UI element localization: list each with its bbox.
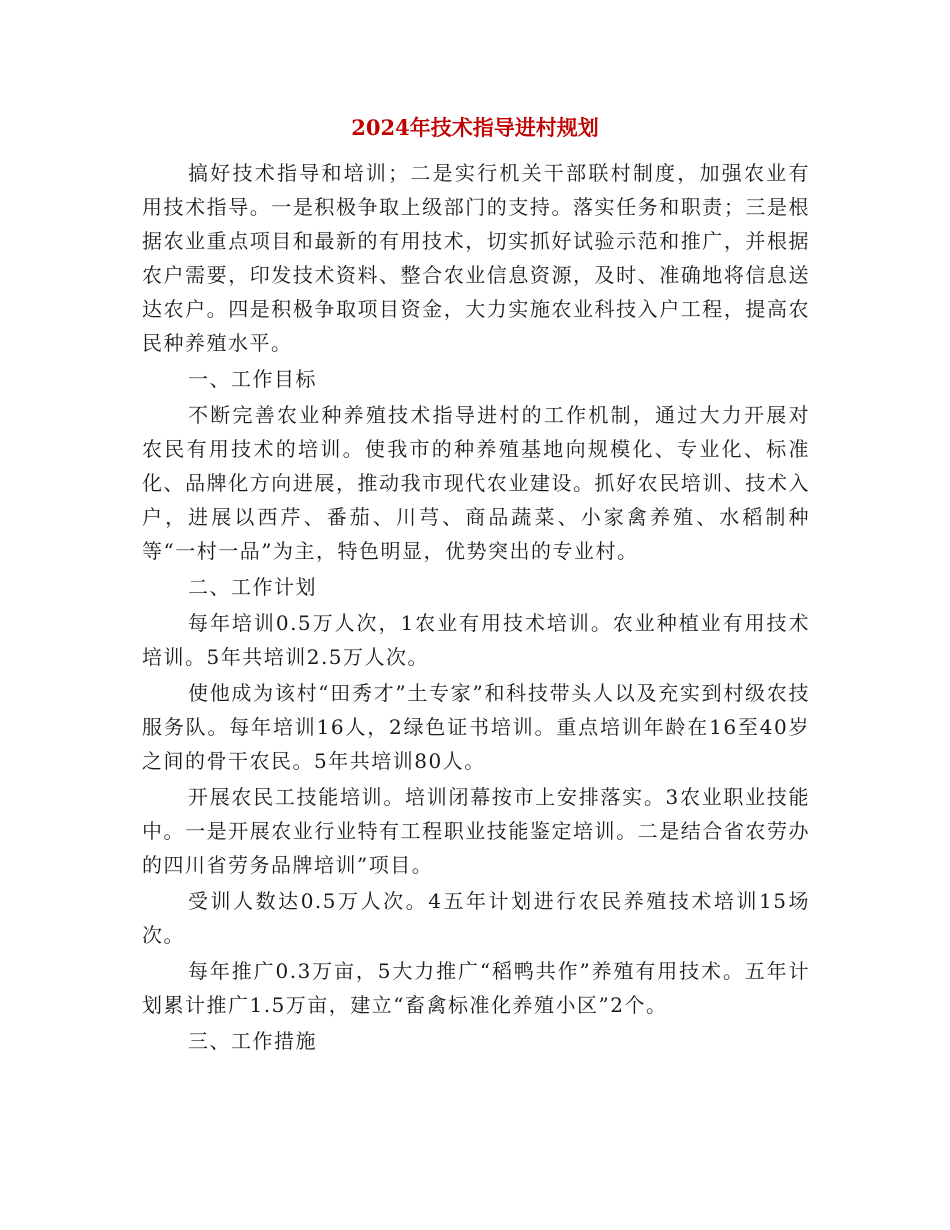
section-heading-plan: 二、工作计划: [188, 575, 317, 599]
paragraph-plan-2: 使他成为该村“田秀才”土专家”和科技带头人以及充实到村级农技服务队。每年培训16人，2绿色证书培训。重点培训年龄在16至40岁之间的骨干农民。5年共培训80人。: [142, 681, 810, 773]
paragraph-goals: 不断完善农业种养殖技术指导进村的工作机制，通过大力开展对农民有用技术的培训。使我市的种养殖基地向规模化、专业化、标准化、品牌化方向进展，推动我市现代农业建设。抓好农民培训、技术入户，进展以西芹、番茄、川芎、商品蔬菜、小家禽养殖、水稻制种等“一村一品”为主，特色明显，优势突出的专业村。: [142, 403, 810, 563]
document-title: 2024年技术指导进村规划: [351, 115, 599, 140]
paragraph-plan-3: 开展农民工技能培训。培训闭幕按市上安排落实。3农业职业技能中。一是开展农业行业特有工程职业技能鉴定培训。二是结合省农劳办的四川省劳务品牌培训”项目。: [142, 785, 810, 877]
paragraph-plan-1: 每年培训0.5万人次，1农业有用技术培训。农业种植业有用技术培训。5年共培训2.5万人次。: [142, 611, 810, 669]
document-body: [142, 156, 810, 1060]
paragraph-plan-5: 每年推广0.3万亩，5大力推广“稻鸭共作”养殖有用技术。五年计划累计推广1.5万亩，建立“畜禽标准化养殖小区”2个。: [142, 959, 810, 1017]
section-heading-measures: 三、工作措施: [188, 1029, 317, 1053]
section-heading-goals: 一、工作目标: [188, 367, 317, 391]
paragraph-plan-4: 受训人数达0.5万人次。4五年计划进行农民养殖技术培训15场次。: [142, 889, 810, 947]
paragraph-intro: 搞好技术指导和培训；二是实行机关干部联村制度，加强农业有用技术指导。一是积极争取上级部门的支持。落实任务和职责；三是根据农业重点项目和最新的有用技术，切实抓好试验示范和推广，并根据农户需要，印发技术资料、整合农业信息资源，及时、准确地将信息送达农户。四是积极争取项目资金，大力实施农业科技入户工程，提高农民种养殖水平。: [142, 161, 810, 355]
